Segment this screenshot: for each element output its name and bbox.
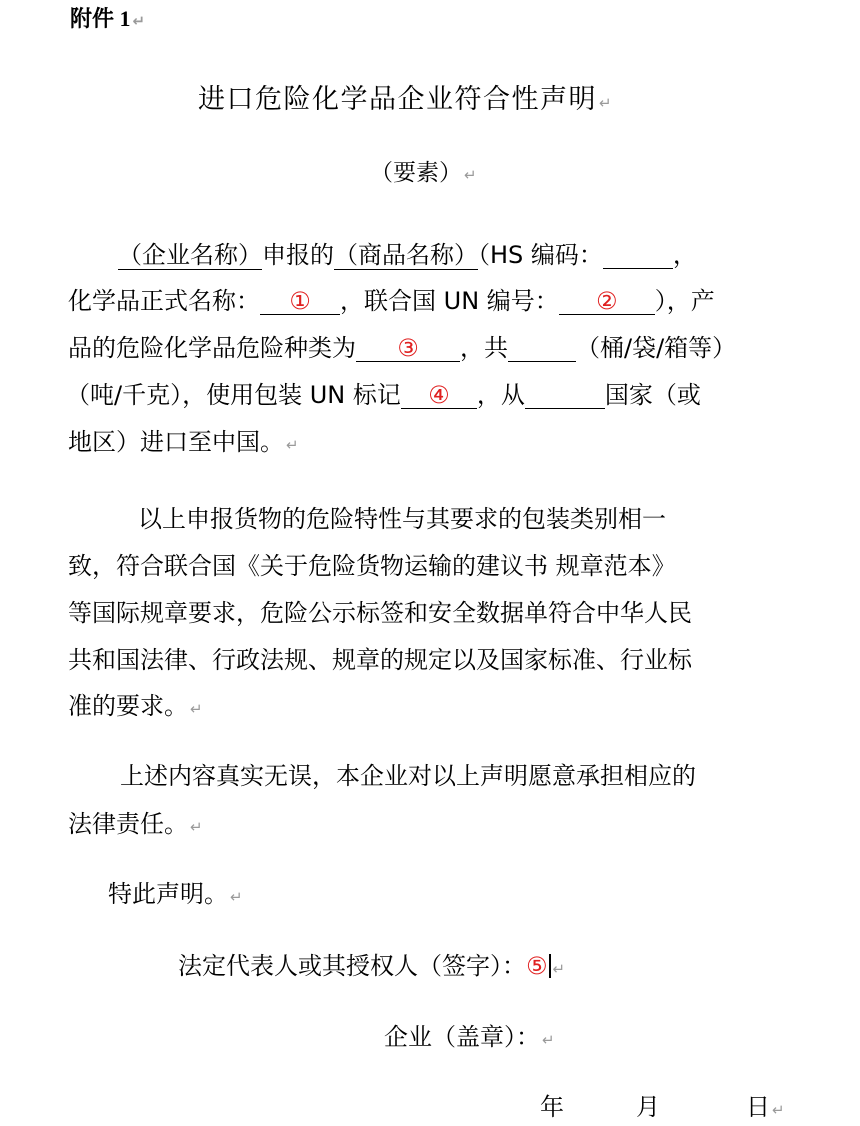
paragraph-mark-icon: ↵ — [552, 960, 566, 978]
para3-line-text: 上述内容真实无误，本企业对以上声明愿意承担相应的 — [120, 762, 696, 790]
origin-country-field[interactable] — [525, 382, 605, 409]
chemical-name-field[interactable] — [260, 288, 340, 315]
para2-line-text: 等国际规章要求，危险公示标签和安全数据单符合中华人民 — [68, 599, 692, 627]
para2-line3 — [68, 597, 692, 629]
seal-line — [384, 1021, 555, 1056]
date-day-text: 日 — [746, 1093, 770, 1121]
hazard-class-field[interactable] — [356, 335, 460, 362]
paragraph-mark-icon: ↵ — [599, 94, 614, 112]
text-cursor — [549, 954, 551, 978]
paragraph-mark-icon: ↵ — [190, 818, 203, 836]
para1-line5 — [68, 426, 299, 461]
para1-line3-text2: ，共 — [460, 334, 508, 362]
para1-line5-text: 地区）进口至中国。 — [68, 428, 284, 456]
para2-line1 — [138, 503, 666, 535]
document-subtitle — [370, 157, 477, 191]
para1-line4 — [66, 379, 701, 411]
paragraph-mark-icon: ↵ — [230, 888, 243, 906]
un-number-field[interactable] — [559, 288, 655, 315]
marker-3: ③ — [397, 334, 419, 362]
paragraph-mark-icon: ↵ — [464, 166, 477, 184]
marker-2: ② — [596, 287, 618, 315]
para1-line1-text2: （HS 编码： — [478, 241, 603, 269]
para1-line3-text1: 品的危险化学品危险种类为 — [68, 334, 356, 362]
para1-line1 — [118, 239, 697, 271]
paragraph-mark-icon: ↵ — [286, 436, 299, 454]
closing-statement — [108, 878, 243, 913]
closing-text: 特此声明。 — [108, 880, 228, 908]
date-month — [636, 1091, 660, 1123]
paragraph-mark-icon: ↵ — [542, 1031, 555, 1049]
marker-5[interactable]: ⑤ — [526, 952, 548, 980]
paragraph-mark-icon: ↵ — [132, 12, 146, 30]
marker-1: ① — [289, 287, 311, 315]
document-title — [198, 84, 613, 119]
paragraph-mark-icon: ↵ — [190, 700, 203, 718]
para1-line2-text2: ，联合国 UN 编号： — [340, 287, 559, 315]
para3-line1 — [120, 760, 696, 792]
para1-line1-text1: 申报的 — [262, 241, 334, 269]
para1-line4-text2: ，从 — [476, 381, 525, 409]
title-text: 进口危险化学品企业符合性声明 — [198, 84, 597, 115]
subtitle-text: （要素） — [370, 160, 462, 186]
para2-line2 — [68, 550, 676, 582]
un-mark-field[interactable] — [401, 382, 477, 409]
attachment-label — [70, 3, 145, 37]
date-month-text: 月 — [636, 1093, 660, 1121]
date-year — [540, 1091, 564, 1123]
signature-label: 法定代表人或其授权人（签字）： — [178, 952, 526, 980]
para2-line-text: 致，符合联合国《关于危险货物运输的建议书 规章范本》 — [68, 552, 676, 580]
para1-line2-text1: 化学品正式名称： — [68, 287, 260, 315]
para1-line1-text3: ， — [672, 241, 697, 269]
para1-line4-text1: （吨/千克），使用包装 UN 标记 — [66, 381, 401, 409]
para1-line3 — [68, 332, 736, 364]
company-name-field[interactable]: （企业名称） — [118, 241, 262, 269]
signature-line — [178, 950, 565, 985]
paragraph-mark-icon: ↵ — [772, 1101, 785, 1119]
para1-line2 — [68, 285, 715, 317]
para2-line5 — [68, 690, 203, 725]
attachment-label-text: 附件 1 — [70, 6, 131, 31]
marker-4: ④ — [428, 381, 450, 409]
para1-line3-text3: （桶/袋/箱等） — [576, 334, 737, 362]
para3-line-text: 法律责任。 — [68, 810, 188, 838]
para2-line-text: 共和国法律、行政法规、规章的规定以及国家标准、行业标 — [68, 646, 692, 674]
para1-line2-text3: ），产 — [654, 287, 715, 315]
date-year-text: 年 — [540, 1093, 564, 1121]
goods-name-field[interactable]: （商品名称） — [334, 241, 478, 269]
para2-line-text: 准的要求。 — [68, 692, 188, 720]
hs-code-field[interactable] — [603, 242, 673, 269]
seal-label: 企业（盖章）： — [384, 1023, 540, 1051]
para2-line-text: 以上申报货物的危险特性与其要求的包装类别相一 — [138, 505, 666, 533]
quantity-field[interactable] — [508, 335, 576, 362]
para1-line4-text3: 国家（或 — [604, 381, 701, 409]
para3-line2 — [68, 808, 203, 843]
para2-line4 — [68, 644, 692, 676]
